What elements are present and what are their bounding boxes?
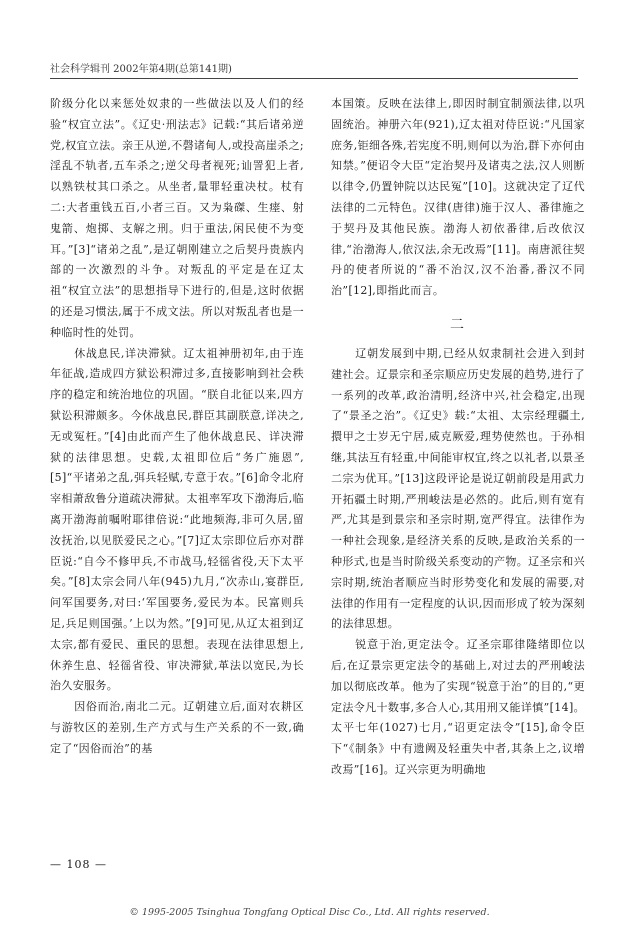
left-column (50, 94, 304, 760)
paragraph: 阶级分化以来惩处奴隶的一些做法以及人们的经验“权宜立法”。《辽史·刑法志》记载:“其后诸弟逆党,权宜立法。亲王从逆,不磬诸甸人,或投高崖杀之;淫乱不轨者,五车杀之;逆父母者视死;讪詈犯上者,以熟铁杖其口杀之。从坐者,量罪轻重决杖。杖有二:大者重钱五百,小者三百。又为枭磔、生瘗、射鬼箭、炮掷、支解之刑。归于重法,闲民使不为变耳。”[3]“诸弟之乱”,是辽朝刚建立之后契丹贵族内部的一次激烈的斗争。对叛乱的平定是在辽太祖“权宜立法”的思想指导下进行的,但是,这时依据的还是习惯法,属于不成文法。所以对叛乱者也是一种临时性的处罚。 (50, 97, 304, 339)
right-column-before (331, 94, 585, 302)
paragraph: 辽朝发展到中期,已经从奴隶制社会进入到封建社会。辽景宗和圣宗顺应历史发展的趋势,进行了一系列的改革,政治清明,经济中兴,社会稳定,出现了“景圣之治”。《辽史》载:“太祖、太宗经理疆土,擐甲之士岁无宁居,威克厥爱,理势使然也。于孙相继,其法互有轻重,中间能审权宜,终之以礼者,以景圣二宗为优耳。”[13]这段评论是说辽朝前段是用武力开拓疆土时期,严刑峻法是必然的。此后,则有宽有严,尤其是到景宗和圣宗时期,宽严得宜。法律作为一种社会现象,是经济关系的反映,是政治关系的一种形式,也是当时阶级关系变动的产物。辽圣宗和兴宗时期,统治者顺应当时形势变化和发展的需要,对法律的作用有一定程度的认识,因而形成了较为深刻的法律思想。 (331, 346, 585, 631)
header-rule (50, 78, 578, 79)
right-column (331, 94, 585, 781)
paragraph: 本国策。反映在法律上,即因时制宜制颁法律,以巩固统治。神册六年(921),辽太祖对侍臣说:“凡国家庶务,钜细各殊,若宪度不明,则何以为治,群下亦何由知禁。”便诏令大臣“定治契丹及诸夷之法,汉人则断以律令,仍置钟院以达民冤”[10]。这就决定了辽代法律的二元特色。汉律(唐律)施于汉人、番律施之于契丹及其他民族。渤海人初依番律,后改依汉律,“治渤海人,依汉法,余无改焉”[11]。南唐派往契丹的使者所说的“番不治汉,汉不治番,番汉不同治”[12],即指此而言。 (331, 97, 585, 298)
right-column-after (331, 344, 585, 781)
page-number: — 108 — (50, 858, 107, 871)
paragraph: 休战息民,详决滞狱。辽太祖神册初年,由于连年征战,造成四方狱讼积滞过多,直接影响到社会秩序的稳定和统治地位的巩固。“朕自北征以来,四方狱讼积滞颇多。今休战息民,群臣其副朕意,详决之,无或冤枉。”[4]由此而产生了他休战息民、详决滞狱的法律思想。史载,太祖即位后“务广施恩”,[5]“平诸弟之乱,弭兵轻赋,专意于农。”[6]命令北府宰相萧敌鲁分道疏决滞狱。太祖率军攻下渤海后,临离开渤海前嘱咐耶律倍说:“此地频海,非可久居,留汝抚治,以见朕爱民之心。”[7]辽太宗即位后亦对群臣说:“自今不修甲兵,不市战马,轻徭省役,天下太平矣。”[8]太宗会同八年(945)九月,“次赤山,宴群臣,问军国要务,对曰:‘军国要务,爱民为本。民富则兵足,兵足则国强。’上以为然。”[9]可见,从辽太祖到辽太宗,都有爱民、重民的思想。表现在法律思想上,休养生息、轻徭省役、审决滞狱,革法以宽民,为长治久安服务。 (50, 346, 304, 693)
section-numeral: 二 (450, 316, 466, 333)
running-header: 社会科学辑刊 2002年第4期(总第141期) (50, 64, 232, 75)
copyright-notice: © 1995-2005 Tsinghua Tongfang Optical Disc Co., Ltd. All rights reserved. (129, 907, 490, 918)
paragraph: 锐意于治,更定法令。辽圣宗耶律隆绪即位以后,在辽景宗更定法令的基础上,对过去的严刑峻法加以彻底改革。他为了实现“锐意于治”的目的,“更定法令凡十数事,多合人心,其用刑又能详慎”[14]。太平七年(1027)七月,“诏更定法令”[15],命令臣下“《制条》中有遗阙及轻重失中者,其条上之,议增改焉”[16]。辽兴宗更为明确地 (331, 638, 585, 776)
paragraph: 因俗而治,南北二元。辽朝建立后,面对农耕区与游牧区的差别,生产方式与生产关系的不一致,确定了“因俗而治”的基 (50, 700, 304, 755)
